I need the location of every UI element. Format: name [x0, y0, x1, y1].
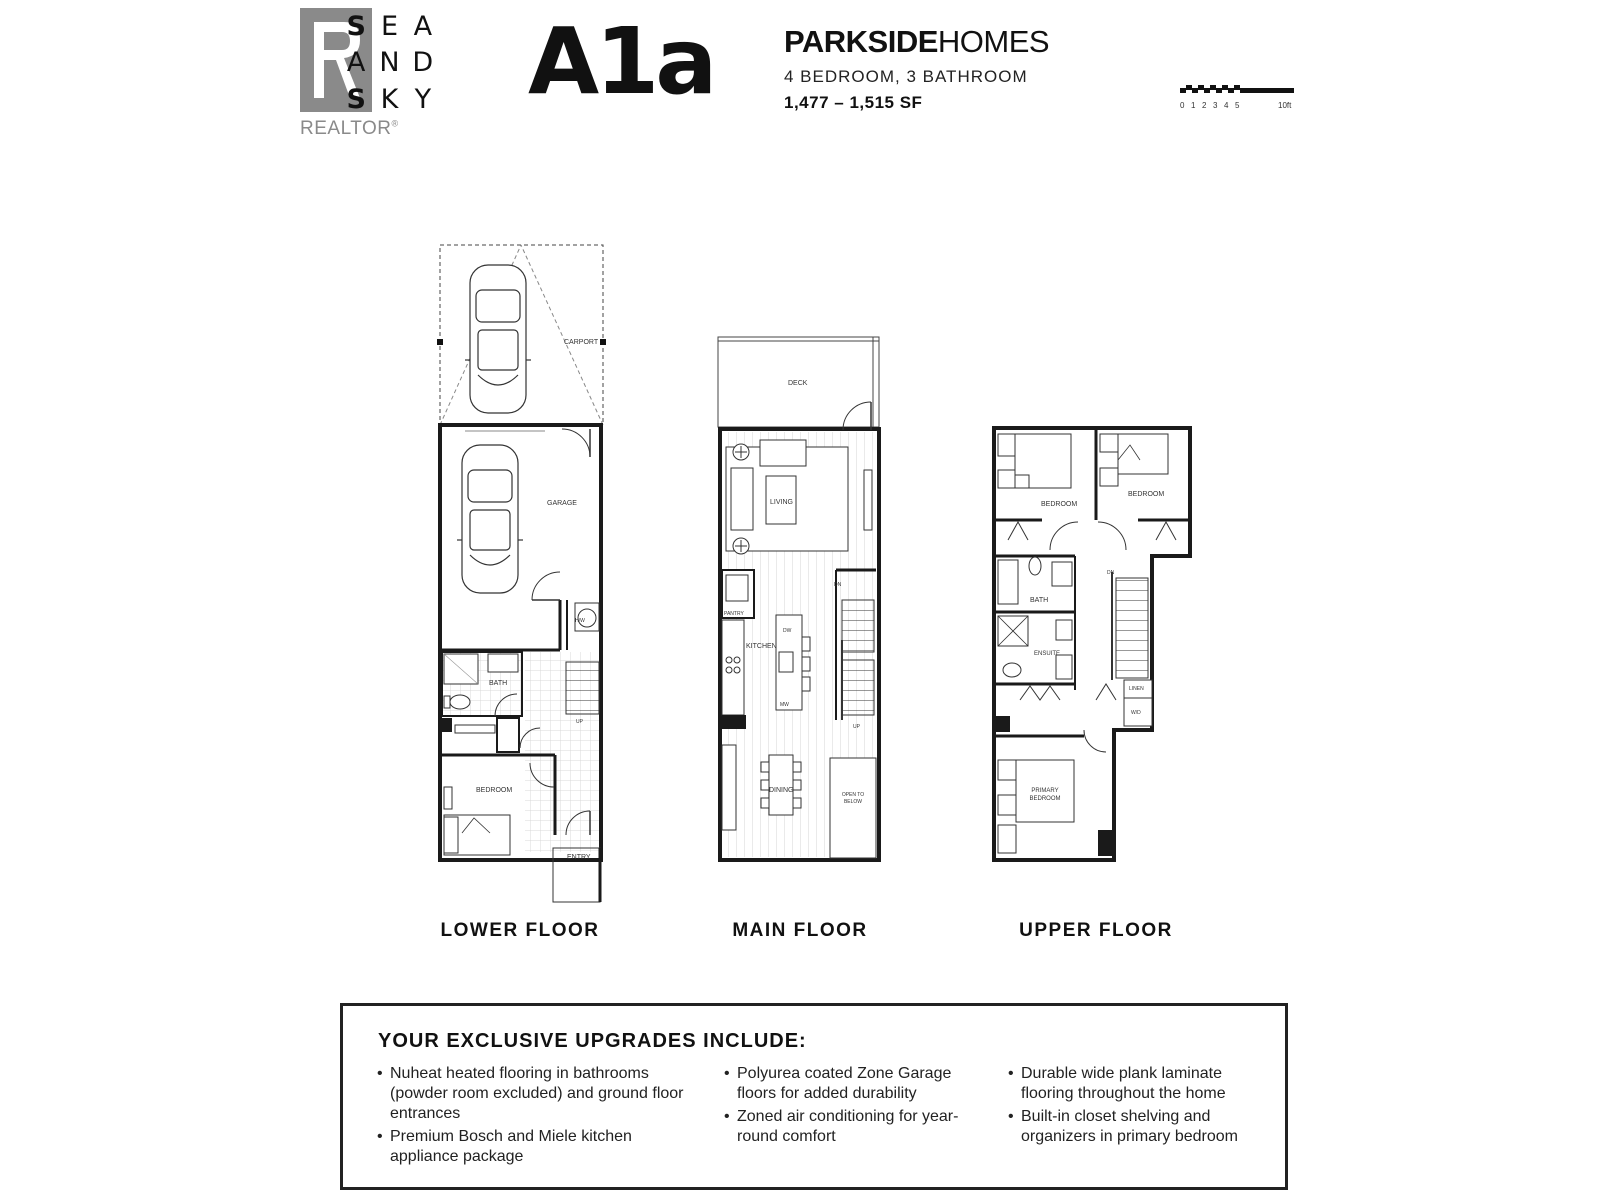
upgrades-heading: YOUR EXCLUSIVE UPGRADES INCLUDE: — [378, 1030, 807, 1052]
scale-tick: 5 — [1235, 101, 1240, 110]
room-label: BEDROOM — [1128, 491, 1165, 498]
room-label: PRIMARY — [1031, 788, 1059, 794]
bed-bath-count: 4 BEDROOM, 3 BATHROOM — [784, 67, 1028, 86]
brand-light: HOMES — [937, 24, 1050, 59]
room-label: KITCHEN — [746, 643, 777, 650]
square-footage: 1,477 – 1,515 SF — [784, 93, 923, 112]
upper-floor-plan — [994, 428, 1190, 860]
room-label: MW — [780, 702, 789, 708]
upgrade-item: • Durable wide plank laminate flooring throughout the home — [1008, 1064, 1268, 1104]
logo-letter: K — [380, 84, 400, 116]
room-label: BATH — [1030, 597, 1049, 604]
room-label: UP — [576, 719, 583, 725]
room-label: BEDROOM — [1041, 501, 1078, 508]
upgrade-item: • Polyurea coated Zone Garage floors for added durability — [724, 1064, 969, 1104]
room-label: GARAGE — [547, 500, 577, 507]
upgrades-box — [340, 1003, 1288, 1190]
upgrade-item: • Built-in closet shelving and organizers in primary bedroom — [1008, 1107, 1268, 1147]
upgrades-column — [377, 1064, 687, 1170]
brand-bold: PARKSIDE — [784, 24, 938, 59]
room-label: W/D — [1131, 710, 1141, 716]
plan-code: A1a — [528, 8, 714, 115]
room-label: BEDROOM — [476, 787, 513, 794]
room-label: H/W — [575, 618, 585, 624]
realtor-text: REALTOR® — [300, 118, 399, 139]
logo-letter: A — [346, 47, 367, 79]
logo-letter: D — [412, 47, 435, 79]
room-label: LIVING — [770, 499, 793, 506]
logo-letter: A — [413, 10, 434, 42]
room-label: PANTRY — [724, 611, 744, 617]
room-label: DINING — [769, 787, 794, 794]
upgrade-item: • Nuheat heated flooring in bathrooms (powder room excluded) and ground floor entrances — [377, 1064, 687, 1124]
lower-floor-label: LOWER FLOOR — [440, 920, 600, 941]
lower-floor-plan — [437, 245, 606, 902]
room-label: DECK — [788, 380, 808, 387]
room-label: CARPORT — [564, 339, 599, 346]
logo-letter: S — [346, 84, 367, 116]
room-label: UP — [853, 724, 860, 730]
room-label: DW — [783, 628, 792, 634]
room-label: LINEN — [1129, 686, 1144, 692]
car-icon — [465, 265, 531, 413]
room-label: ENTRY — [567, 854, 591, 861]
upgrade-item: • Zoned air conditioning for year-round comfort — [724, 1107, 969, 1147]
logo-letter: Y — [414, 84, 433, 116]
logo-letter: S — [346, 10, 367, 42]
scale-tick: 0 — [1180, 101, 1185, 110]
room-label: BATH — [489, 680, 508, 687]
car-icon — [457, 445, 523, 593]
upgrades-column — [724, 1064, 969, 1150]
room-label: OPEN TO — [841, 792, 865, 798]
scale-tick: 4 — [1224, 101, 1229, 110]
room-label: DN — [1107, 570, 1115, 576]
logo-letter: E — [380, 10, 400, 42]
upgrade-item: • Premium Bosch and Miele kitchen appliance package — [377, 1127, 687, 1167]
room-label: ENSUITE — [1034, 651, 1061, 657]
main-floor-label: MAIN FLOOR — [732, 920, 868, 941]
room-label: DN — [834, 582, 842, 588]
room-label: BELOW — [843, 799, 863, 805]
room-label: BEDROOM — [1029, 796, 1061, 802]
scale-tick: 3 — [1213, 101, 1218, 110]
logo-letter: N — [379, 47, 401, 79]
scale-end: 10ft — [1278, 101, 1292, 110]
upgrades-column — [1008, 1064, 1268, 1150]
main-floor-plan — [718, 337, 879, 860]
scale-tick: 2 — [1202, 101, 1207, 110]
upper-floor-label: UPPER FLOOR — [1019, 920, 1173, 941]
scale-tick: 1 — [1191, 101, 1196, 110]
